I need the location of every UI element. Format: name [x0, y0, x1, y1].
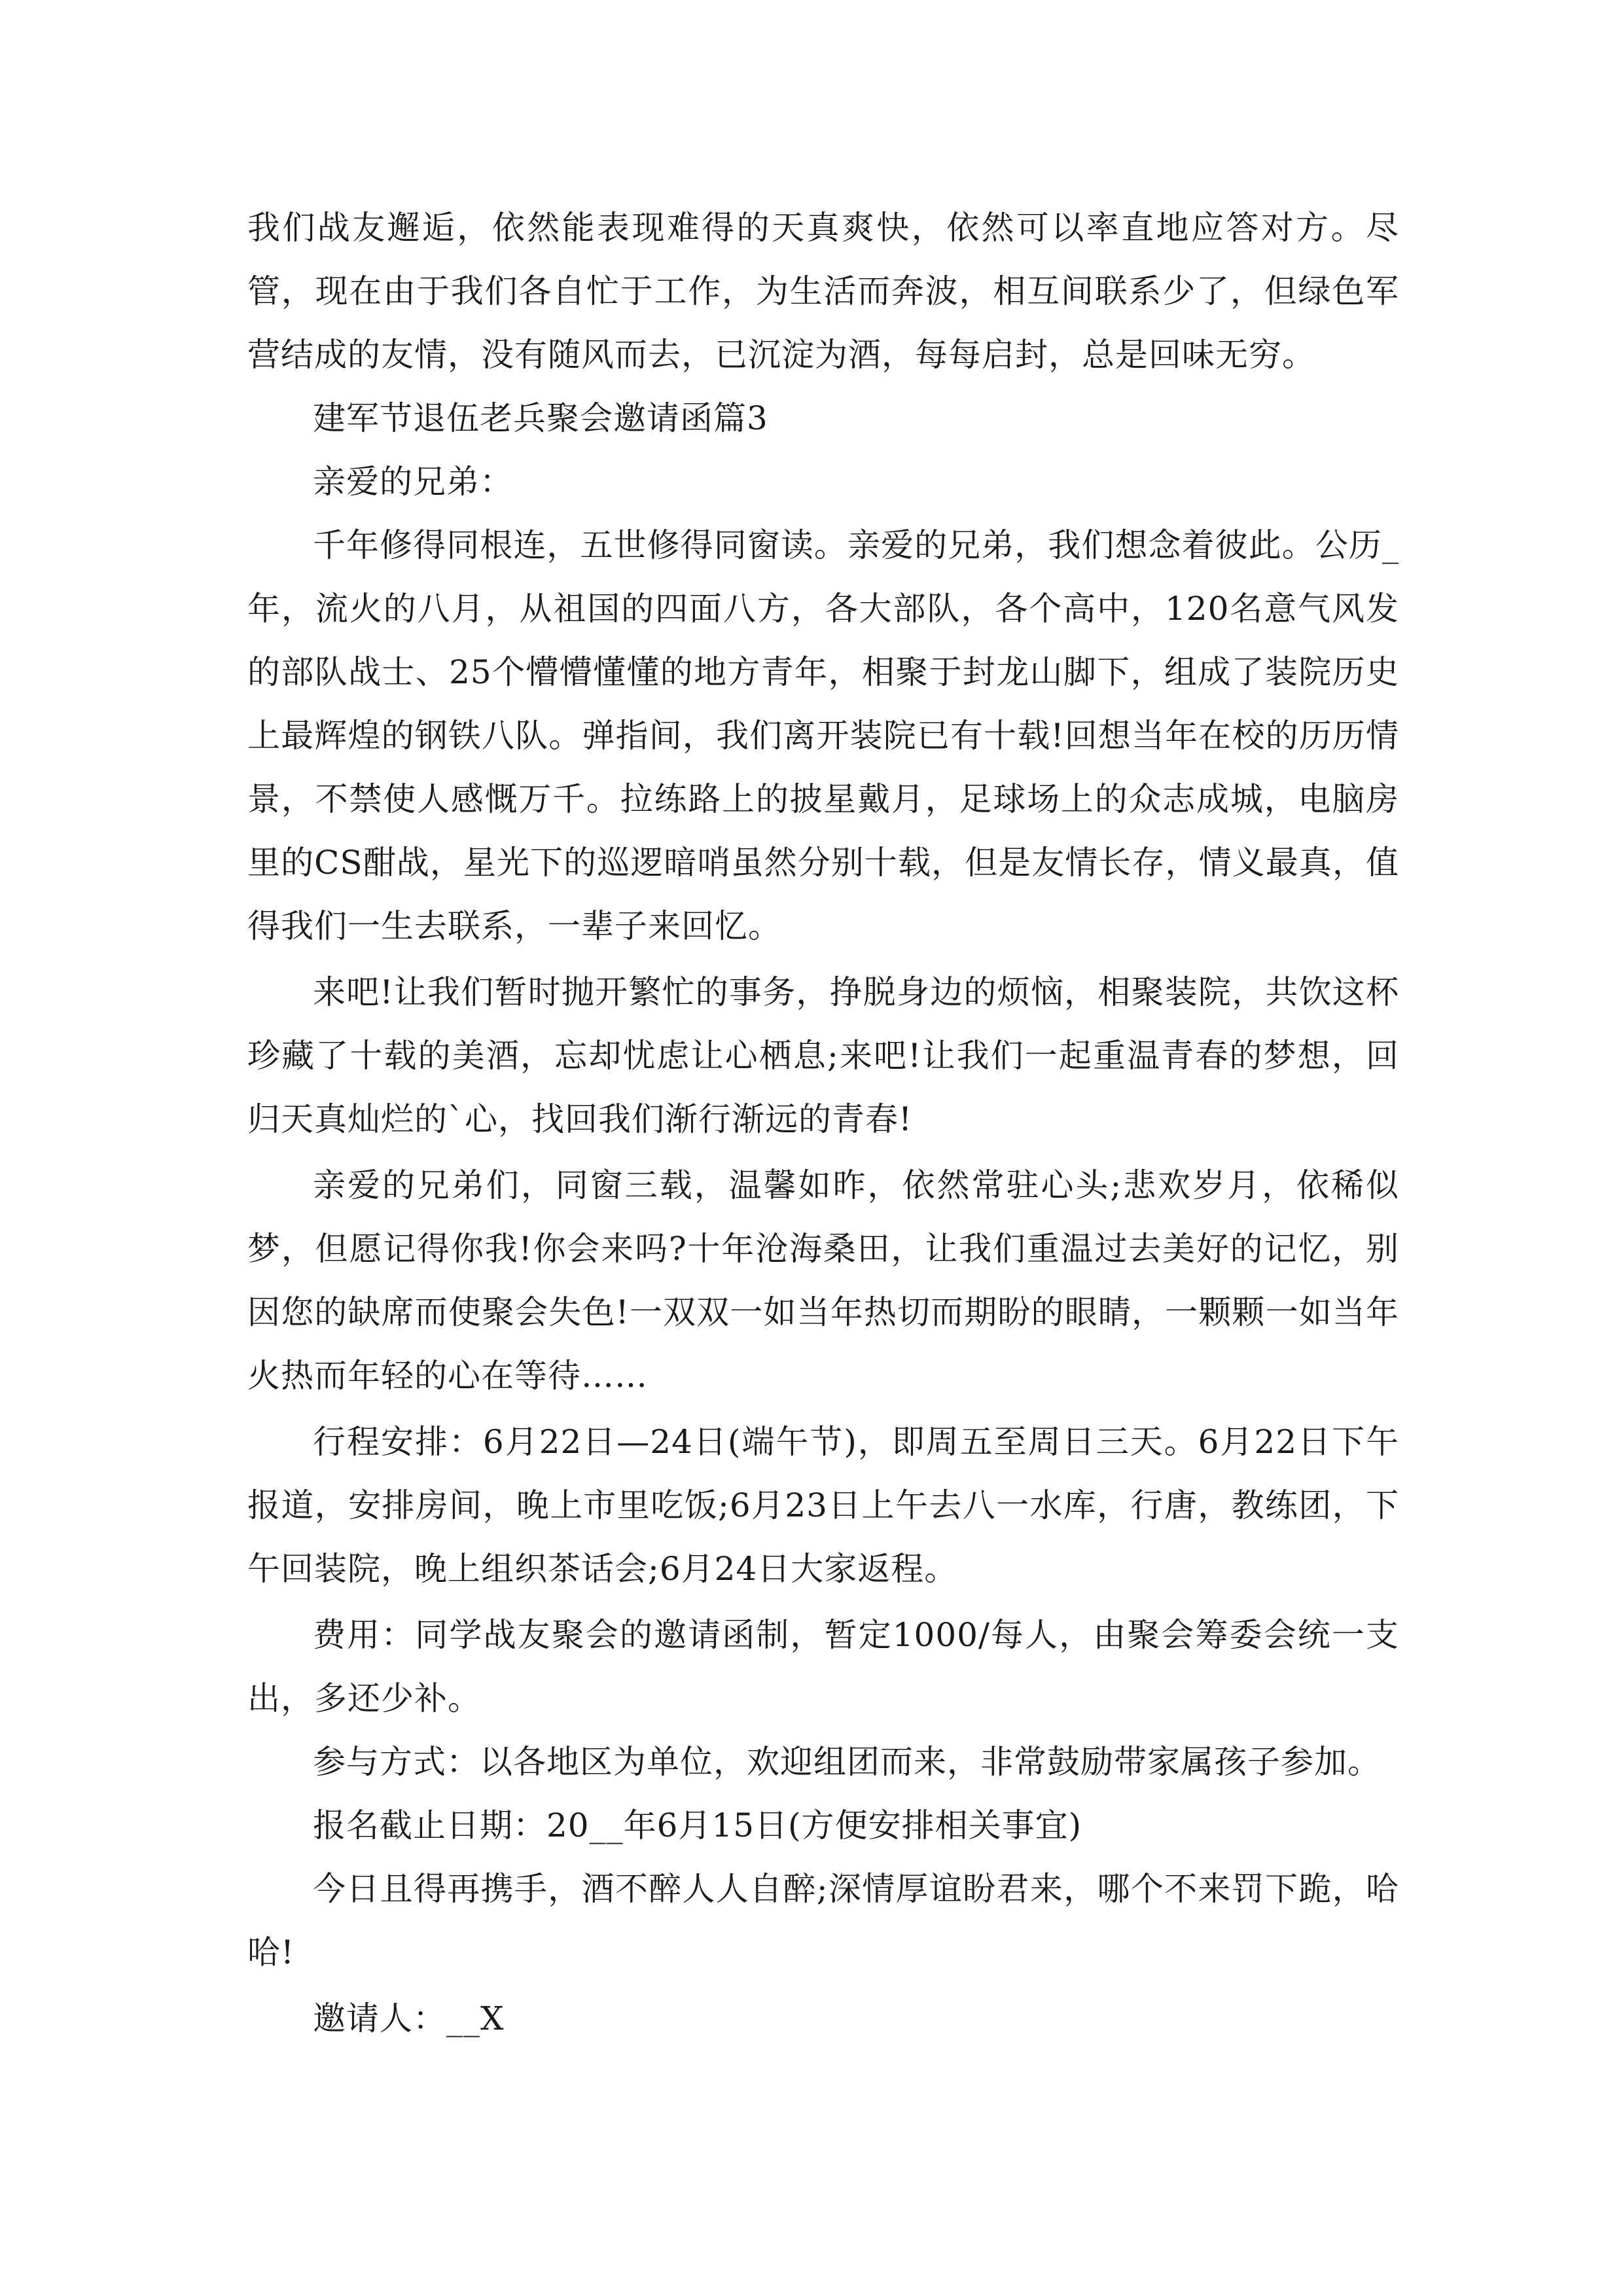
paragraph-schedule: 行程安排：6月22日—24日(端午节)，即周五至周日三天。6月22日下午报道，安排房间，晚上市里吃饭;6月23日上午去八一水库，行唐，教练团，下午回装院，晚上组织茶话会;6月24日大家返程。 [247, 1423, 1399, 1588]
paragraph-appeal: 亲爱的兄弟们，同窗三载，温馨如昨，依然常驻心头;悲欢岁月，依稀似梦，但愿记得你我!你会来吗?十年沧海桑田，让我们重温过去美好的记忆，别因您的缺席而使聚会失色!一双双一如当年热切而期盼的眼睛，一颗颗一如当年火热而年轻的心在等待…… [247, 1166, 1399, 1395]
section-heading: 建军节退伍老兵聚会邀请函篇3 [313, 399, 768, 437]
salutation: 亲爱的兄弟： [313, 463, 513, 501]
paragraph-closing: 今日且得再携手，酒不醉人人自醉;深情厚谊盼君来，哪个不来罚下跪，哈哈! [247, 1870, 1399, 1971]
paragraph-participation: 参与方式：以各地区为单位，欢迎组团而来，非常鼓励带家属孩子参加。 [313, 1743, 1381, 1781]
inviter-signature: 邀请人：__X [313, 2000, 505, 2037]
paragraph-intro-continuation: 我们战友邂逅，依然能表现难得的天真爽快，依然可以率直地应答对方。尽管，现在由于我们各自忙于工作，为生活而奔波，相互间联系少了，但绿色军营结成的友情，没有随风而去，已沉淀为酒，每每启封，总是回味无穷。 [247, 209, 1399, 374]
paragraph-memories: 千年修得同根连，五世修得同窗读。亲爱的兄弟，我们想念着彼此。公历_年，流火的八月，从祖国的四面八方，各大部队，各个高中，120名意气风发的部队战士、25个懵懵懂懂的地方青年，相聚于封龙山脚下，组成了装院历史上最辉煌的钢铁八队。弹指间，我们离开装院已有十载!回想当年在校的历历情景，不禁使人感慨万千。拉练路上的披星戴月，足球场上的众志成城，电脑房里的CS酣战，星光下的巡逻暗哨虽然分别十载，但是友情长存，情义最真，值得我们一生去联系，一辈子来回忆。 [247, 526, 1399, 945]
paragraph-invitation: 来吧!让我们暂时抛开繁忙的事务，挣脱身边的烦恼，相聚装院，共饮这杯珍藏了十载的美酒，忘却忧虑让心栖息;来吧!让我们一起重温青春的梦想，回归天真灿烂的`心，找回我们渐行渐远的青春! [247, 973, 1399, 1138]
document-page [247, 196, 1399, 2051]
paragraph-deadline: 报名截止日期：20__年6月15日(方便安排相关事宜) [313, 1806, 1082, 1844]
paragraph-fee: 费用：同学战友聚会的邀请函制，暂定1000/每人，由聚会筹委会统一支出，多还少补。 [247, 1616, 1399, 1717]
